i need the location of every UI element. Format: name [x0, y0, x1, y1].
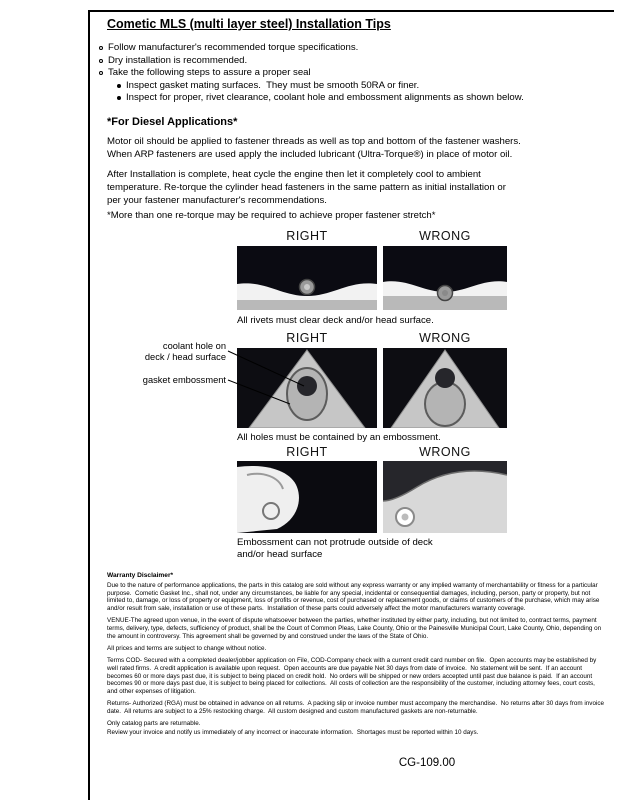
diagram-label-right: RIGHT — [286, 331, 328, 345]
diagram-label-wrong: WRONG — [419, 331, 471, 345]
tip-text: Follow manufacturer's recommended torque specifications. — [108, 42, 359, 53]
deck-edge — [237, 300, 377, 310]
page-code: CG-109.00 — [398, 757, 456, 769]
diesel-paragraph: Motor oil should be applied to fastener threads as well as top and bottom of the fastener washers. When ARP fasteners are used apply the included lubricant (Ultra-Torque®) in place of motor oil. — [107, 136, 524, 160]
diagram-rivet-clearance-wrong — [383, 246, 507, 310]
tip-text: Inspect gasket mating surfaces. They must be smooth 50RA or finer. — [126, 79, 420, 91]
bolt-hole — [263, 503, 279, 519]
legal-paragraph: Terms COD- Secured with a completed dealer/jobber application on File, COD-Company check with a current credit card number on file. Open accounts may be established by well rated firms. A credit application is available upon request. Open accounts are due payable Net 30 days from date of invoice. No statement will be sent. If an account becomes 60 or more days past due, it is subject to being placed on credit hold. No orders will be shipped or new orders accepted until past due balance is paid. If an account becomes 90 or more days past due, it is subject to being placed for collections. All costs of collection are the responsibility of the customer, including attorney fees, court costs, and other expenses of litigation. — [107, 657, 599, 695]
diagram-rivet-clearance-right — [237, 246, 377, 310]
diagram-label-wrong: WRONG — [419, 445, 471, 459]
retorque-note: *More than one re-torque may be required to achieve proper fastener stretch* — [107, 210, 436, 221]
legal-paragraph: Returns- Authorized (RGA) must be obtained in advance on all returns. A packing slip or invoice number must accompany the merchandise. No returns after 30 days from invoice date. All returns are subject to a 25% restocking charge. All custom designed and custom manufactured gaskets are non-returnable. — [107, 700, 606, 715]
diagram-label-right: RIGHT — [286, 229, 328, 243]
diagram-protrusion-right — [237, 461, 377, 533]
diagram-protrusion-wrong — [383, 461, 507, 533]
annotation-line: coolant hole on — [162, 341, 226, 351]
legal-paragraph: All prices and terms are subject to change without notice. — [107, 644, 267, 652]
legal-paragraph: VENUE-The agreed upon venue, in the event of dispute whatsoever between the parties, whether instituted by either party, including, but not limited to, contract terms, payment terms, delivery, type, defects, sufficiency of product, shall be the Court of Common Pleas, Lake County, Ohio or the Painesville Municipal Court, Lake County, Ohio, depending on the amount in controversy. This agreement shall be governed by and construed under the laws of the State of Ohio. — [107, 617, 603, 640]
warranty-heading: Warranty Disclaimer* — [107, 572, 174, 579]
legal-paragraph: Due to the nature of performance applications, the parts in this catalog are sold without any express warranty or any implied warranty of merchantability or fitness for a particular purpose. Cometic Gasket Inc., shall not, under any circumstances, be liable for any special, incidental or consequential damages, including, person, party or property, but not limited to, damage, or loss of property or equipment, loss of profits or revenue, cost of purchased or replacement goods, or claims of customers of the purchase, which may arise and/or result from sale, installation or use of these parts. Installation of these parts could adversely affect the motor manufacturers warranty coverage. — [107, 582, 602, 613]
warranty-section — [107, 572, 604, 737]
embossment-ring — [425, 382, 465, 426]
coolant-hole — [297, 376, 317, 396]
filled-bullet-icon — [117, 96, 121, 100]
legal-paragraph: Review your invoice and notify us immediately of any incorrect or inaccurate information. Shortages must be reported within 10 days. — [107, 728, 479, 736]
sub-list-item — [117, 80, 604, 93]
list-item — [99, 42, 604, 55]
page-title: Cometic MLS (multi layer steel) Installation Tips — [107, 17, 391, 31]
open-bullet-icon — [99, 71, 103, 75]
diagram-coolant-hole-right — [237, 348, 377, 428]
open-bullet-icon — [99, 46, 103, 50]
diagram-label-right: RIGHT — [286, 445, 328, 459]
bolt-hole-center — [402, 514, 409, 521]
tip-text: Dry installation is recommended. — [108, 54, 248, 66]
tips-list — [99, 42, 604, 105]
diagram-caption: Embossment can not protrude outside of deck and/or head surface — [237, 537, 436, 560]
diagram-caption: All holes must be contained by an embossment. — [237, 432, 441, 443]
annotation-gasket-embossment: gasket embossment — [142, 375, 226, 385]
open-bullet-icon — [99, 59, 103, 63]
annotation-line: deck / head surface — [144, 352, 226, 362]
list-item — [99, 55, 604, 68]
legal-paragraph: Only catalog parts are returnable. — [107, 720, 201, 728]
rivet-center — [442, 290, 448, 296]
sub-list-item — [117, 92, 604, 105]
rivet-center — [304, 284, 310, 290]
diagram-caption: All rivets must clear deck and/or head surface. — [237, 315, 434, 326]
tip-text: Inspect for proper, rivet clearance, coolant hole and embossment alignments as shown below. — [126, 92, 524, 104]
tip-text: Take the following steps to assure a proper seal — [108, 67, 311, 79]
filled-bullet-icon — [117, 84, 121, 88]
diesel-paragraph: After Installation is complete, heat cycle the engine then let it completely cool to ambient temperature. Re-torque the cylinder head fasteners in the same pattern as initial installation or per your fastener manufacturer's recommendations. — [107, 169, 509, 206]
list-item — [99, 67, 604, 80]
annotation-coolant-hole — [126, 341, 226, 363]
coolant-hole — [435, 368, 455, 388]
diagram-coolant-hole-wrong — [383, 348, 507, 428]
diesel-section-heading: *For Diesel Applications* — [107, 116, 238, 128]
diagram-label-wrong: WRONG — [419, 229, 471, 243]
